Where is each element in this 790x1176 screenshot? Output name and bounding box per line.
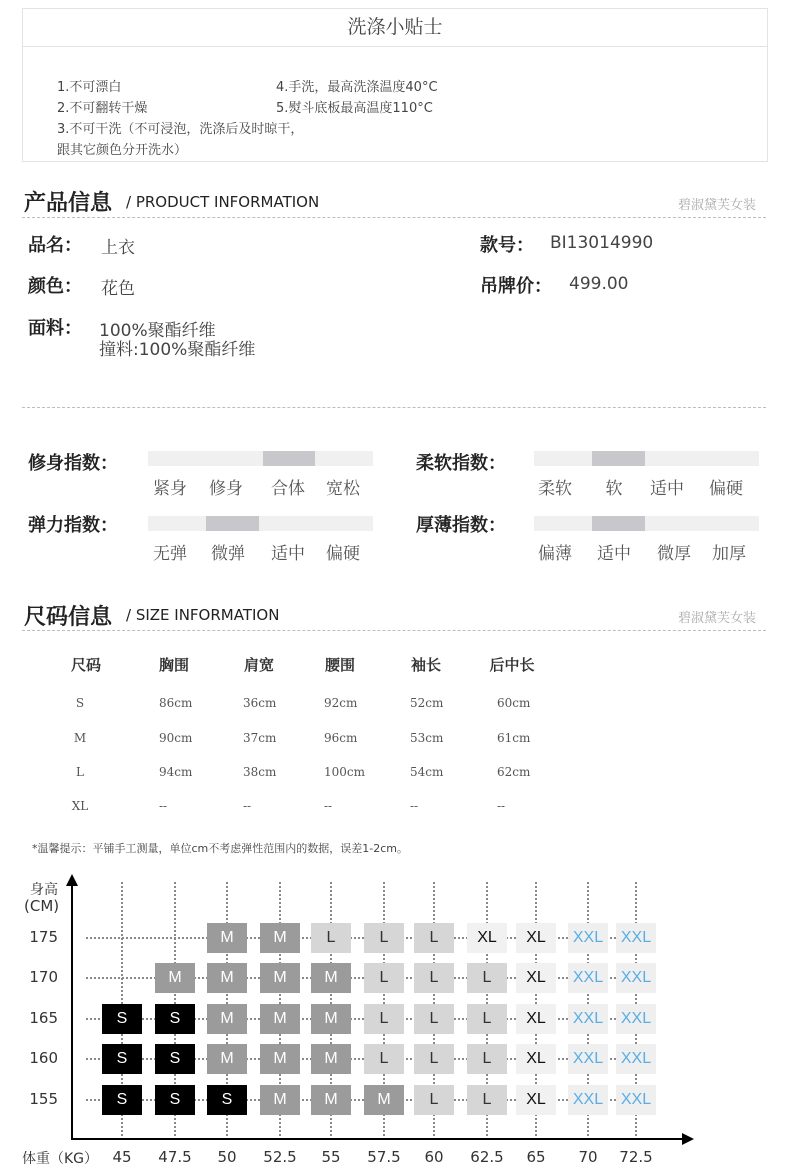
size-mark: M <box>311 1085 351 1115</box>
size-cell: 38cm <box>243 765 277 779</box>
index-option: 紧身 <box>153 479 187 499</box>
wash-tip: 2.不可翻转干燥 <box>57 101 148 116</box>
size-mark: L <box>414 1044 454 1074</box>
size-mark: M <box>207 923 247 953</box>
size-cell: 61cm <box>497 731 531 745</box>
size-mark: S <box>102 1044 142 1074</box>
index-option: 修身 <box>209 479 243 499</box>
table-header: 胸围 <box>158 656 189 674</box>
x-tick-label: 52.5 <box>263 1148 297 1166</box>
measure-note: *温馨提示：平铺手工测量，单位cm不考虑弹性范围内的数据，误差1-2cm。 <box>32 842 408 855</box>
size-cell: 60cm <box>497 696 531 710</box>
y-tick-label: 155 <box>29 1090 58 1108</box>
size-section-title: 尺码信息 <box>24 605 113 630</box>
size-mark: M <box>311 1004 351 1034</box>
size-mark: XXL <box>616 1085 656 1115</box>
size-cell: 100cm <box>324 765 366 779</box>
x-tick-label: 72.5 <box>619 1148 653 1166</box>
size-cell: 36cm <box>243 696 277 710</box>
size-section-subtitle: / SIZE INFORMATION <box>126 606 280 624</box>
color-label: 颜色： <box>28 276 82 297</box>
x-tick-label: 55 <box>321 1148 341 1166</box>
index-label: 修身指数： <box>28 453 118 474</box>
size-mark: XXL <box>616 963 656 993</box>
size-mark: M <box>155 963 195 993</box>
size-cell: -- <box>497 799 506 813</box>
x-tick-label: 60 <box>424 1148 444 1166</box>
size-mark: XXL <box>568 963 608 993</box>
size-mark: XXL <box>568 1044 608 1074</box>
size-mark: M <box>260 923 300 953</box>
product-section-subtitle: / PRODUCT INFORMATION <box>126 193 320 211</box>
name-label: 品名： <box>28 235 82 256</box>
wash-tips-title: 洗涤小贴士 <box>23 9 767 47</box>
size-mark: XXL <box>568 1085 608 1115</box>
y-axis-title: 身高 <box>30 882 58 898</box>
index-option: 适中 <box>597 544 631 564</box>
fabric-lining-value: 撞料:100%聚酯纤维 <box>99 340 256 360</box>
x-axis-title: 体重（KG） <box>22 1151 99 1167</box>
index-label: 厚薄指数： <box>416 515 506 536</box>
y-tick-label: 160 <box>29 1049 58 1067</box>
index-option: 加厚 <box>712 544 746 564</box>
index-option: 软 <box>605 479 623 499</box>
size-cell: 53cm <box>410 731 444 745</box>
size-mark: M <box>207 963 247 993</box>
size-cell: 92cm <box>324 696 358 710</box>
size-mark: M <box>207 1004 247 1034</box>
size-mark: L <box>364 1044 404 1074</box>
size-mark: XXL <box>616 1044 656 1074</box>
index-option: 无弹 <box>153 544 187 564</box>
table-header: 腰围 <box>324 656 355 674</box>
x-tick-label: 62.5 <box>470 1148 504 1166</box>
size-mark: L <box>467 1004 507 1034</box>
y-tick-label: 165 <box>29 1009 58 1027</box>
wash-tip: 3.不可干洗（不可浸泡，洗涤后及时晾干， <box>57 122 304 137</box>
index-option: 偏薄 <box>538 544 572 564</box>
size-mark: L <box>364 1004 404 1034</box>
price-label: 吊牌价： <box>480 276 552 297</box>
size-mark: M <box>260 1044 300 1074</box>
product-section-title: 产品信息 <box>24 191 113 216</box>
index-option: 适中 <box>271 544 305 564</box>
size-cell: 37cm <box>243 731 277 745</box>
name-value: 上衣 <box>101 238 135 258</box>
size-cell: 54cm <box>410 765 444 779</box>
size-mark: S <box>155 1004 195 1034</box>
size-cell: 96cm <box>324 731 358 745</box>
x-tick-label: 45 <box>112 1148 132 1166</box>
y-tick-label: 170 <box>29 968 58 986</box>
size-mark: M <box>260 963 300 993</box>
size-mark: XL <box>516 923 556 953</box>
x-tick-label: 57.5 <box>367 1148 401 1166</box>
price-value: 499.00 <box>569 274 629 294</box>
size-cell: -- <box>159 799 168 813</box>
size-label: L <box>76 765 84 779</box>
size-cell: 90cm <box>159 731 193 745</box>
size-mark: XXL <box>616 1004 656 1034</box>
index-option: 宽松 <box>326 479 360 499</box>
size-cell: -- <box>410 799 419 813</box>
wash-tip: 4.手洗，最高洗涤温度40°C <box>276 80 438 95</box>
brand-label: 碧淑黛芙女装 <box>678 198 757 213</box>
y-axis-unit: (CM) <box>24 897 60 915</box>
index-option: 微厚 <box>657 544 691 564</box>
size-cell: 52cm <box>410 696 444 710</box>
size-mark: L <box>414 1004 454 1034</box>
wash-tip: 5.熨斗底板最高温度110°C <box>276 101 433 116</box>
size-mark: M <box>260 1004 300 1034</box>
table-header: 肩宽 <box>243 656 274 674</box>
index-label: 弹力指数： <box>28 515 118 536</box>
brand-label: 碧淑黛芙女装 <box>678 611 757 626</box>
index-label: 柔软指数： <box>416 453 506 474</box>
index-option: 柔软 <box>538 479 572 499</box>
x-tick-label: 70 <box>578 1148 598 1166</box>
size-mark: XL <box>467 923 507 953</box>
size-cell: -- <box>324 799 333 813</box>
table-header: 尺码 <box>70 656 101 674</box>
x-tick-label: 65 <box>526 1148 546 1166</box>
x-axis-arrow <box>682 1133 694 1145</box>
code-label: 款号： <box>480 235 534 256</box>
size-mark: M <box>207 1044 247 1074</box>
size-mark: L <box>414 923 454 953</box>
size-mark: S <box>102 1004 142 1034</box>
size-mark: XXL <box>568 923 608 953</box>
size-mark: M <box>364 1085 404 1115</box>
size-mark: L <box>364 923 404 953</box>
fabric-value: 100%聚酯纤维 <box>99 321 216 341</box>
size-mark: XXL <box>568 1004 608 1034</box>
size-mark: XXL <box>616 923 656 953</box>
size-mark: S <box>102 1085 142 1115</box>
size-mark: XL <box>516 1004 556 1034</box>
size-mark: S <box>207 1085 247 1115</box>
size-mark: L <box>311 923 351 953</box>
color-value: 花色 <box>101 279 135 299</box>
size-cell: 62cm <box>497 765 531 779</box>
x-tick-label: 50 <box>217 1148 237 1166</box>
table-header: 袖长 <box>410 656 441 674</box>
size-mark: XL <box>516 963 556 993</box>
size-mark: M <box>311 963 351 993</box>
size-mark: M <box>311 1044 351 1074</box>
size-mark: L <box>414 963 454 993</box>
wash-tip: 1.不可漂白 <box>57 80 122 95</box>
code-value: BI13014990 <box>550 233 654 253</box>
index-option: 偏硬 <box>709 479 743 499</box>
size-mark: S <box>155 1044 195 1074</box>
size-cell: -- <box>243 799 252 813</box>
size-mark: M <box>260 1085 300 1115</box>
index-option: 偏硬 <box>326 544 360 564</box>
size-mark: L <box>467 1085 507 1115</box>
size-mark: S <box>155 1085 195 1115</box>
size-label: M <box>73 731 87 745</box>
size-mark: XL <box>516 1044 556 1074</box>
index-option: 合体 <box>271 479 305 499</box>
size-cell: 86cm <box>159 696 193 710</box>
index-option: 适中 <box>650 479 684 499</box>
size-mark: L <box>414 1085 454 1115</box>
wash-tip: 跟其它颜色分开洗水） <box>57 143 188 158</box>
y-tick-label: 175 <box>29 928 58 946</box>
fabric-label: 面料： <box>28 318 82 339</box>
size-label: XL <box>71 799 89 813</box>
x-tick-label: 47.5 <box>158 1148 192 1166</box>
size-mark: L <box>364 963 404 993</box>
table-header: 后中长 <box>489 656 535 674</box>
size-label: S <box>75 696 85 710</box>
size-cell: 94cm <box>159 765 193 779</box>
index-option: 微弹 <box>211 544 245 564</box>
size-mark: L <box>467 963 507 993</box>
size-mark: L <box>467 1044 507 1074</box>
y-axis-arrow <box>66 874 78 886</box>
size-mark: XL <box>516 1085 556 1115</box>
